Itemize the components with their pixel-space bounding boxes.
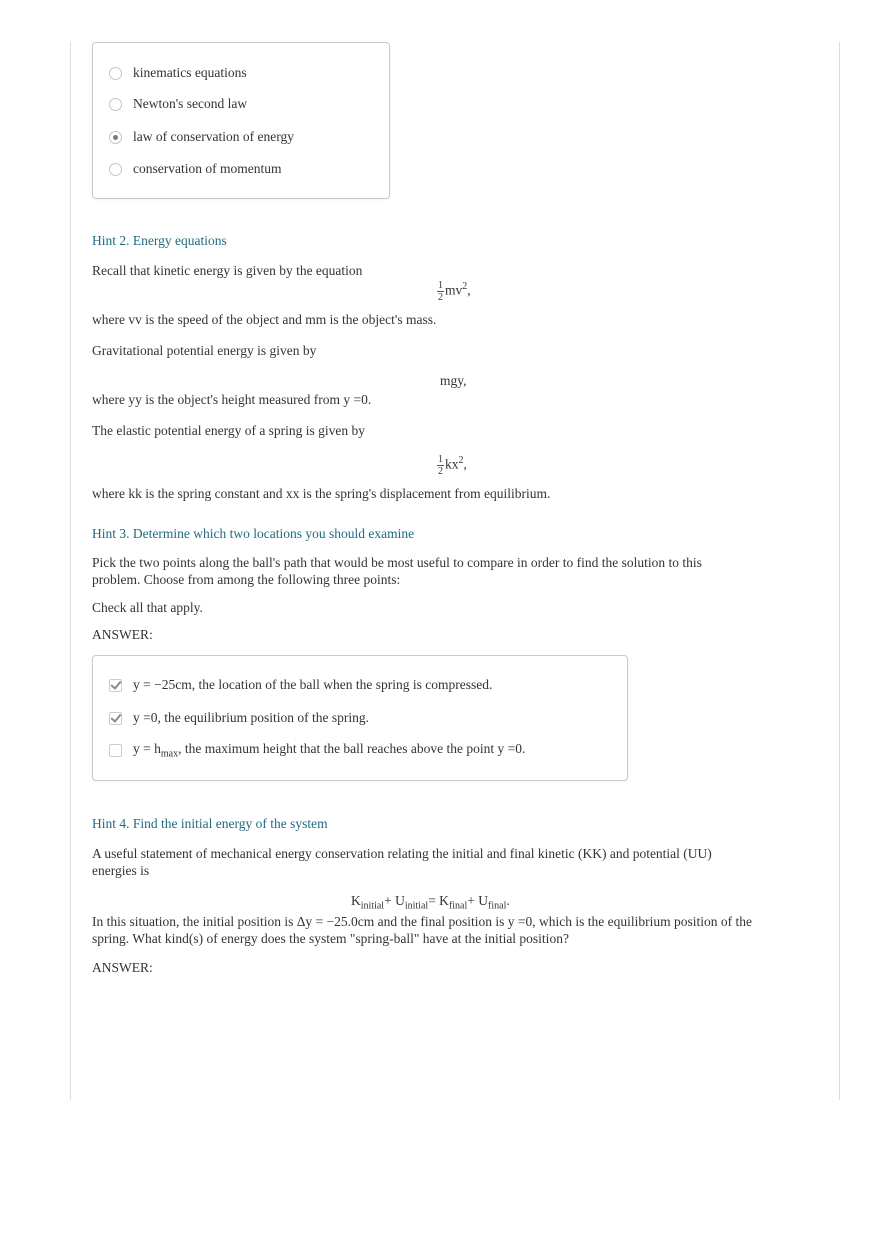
checkbox-checked[interactable] xyxy=(109,679,122,692)
checkbox-option-equilibrium[interactable] xyxy=(109,710,369,726)
checkbox-option-compressed[interactable] xyxy=(109,677,492,693)
radio-button[interactable] xyxy=(109,98,122,111)
radio-option-conservation-energy[interactable] xyxy=(109,129,294,145)
hint2-text-6: where kk is the spring constant and xx is the spring's displacement from equilibrium. xyxy=(92,486,551,501)
hint2-text-5: The elastic potential energy of a spring is given by xyxy=(92,423,366,438)
option-label: conservation of momentum xyxy=(133,161,282,176)
radio-button-selected[interactable] xyxy=(109,131,122,144)
energy-conservation-equation: $K_{initial}+ U_{initial}= K_{final}+ U_{final}$. xyxy=(351,893,510,912)
hint2-text-1: Recall that kinetic energy is given by the equation xyxy=(92,263,363,278)
right-page-rule xyxy=(839,42,840,1100)
hint1-answer-box xyxy=(92,42,390,199)
option-label: y =0, the equilibrium position of the spring. xyxy=(133,710,369,725)
radio-option-conservation-momentum[interactable] xyxy=(109,161,281,177)
hint4-text-1: A useful statement of mechanical energy conservation relating the initial and final kinetic (KK) and potential (UU) energies is xyxy=(92,846,712,878)
hint2-text-3: Gravitational potential energy is given by xyxy=(92,343,317,358)
radio-button[interactable] xyxy=(109,67,122,80)
option-label: kinematics equations xyxy=(133,65,247,80)
gravitational-energy-equation: mgy, xyxy=(440,373,467,388)
hint4-text-2: In this situation, the initial position is Δy = −25.0cm and the final position is y =0, which is the equilibrium position of the spring. What kind(s) of energy does the system "spring-ball" have at the initial position? xyxy=(92,914,752,946)
option-label: Newton's second law xyxy=(133,96,248,111)
option-label: law of conservation of energy xyxy=(133,129,294,144)
hint3-text-2: Check all that apply. xyxy=(92,600,203,615)
hint2-text-2: where vv is the speed of the object and mm is the object's mass. xyxy=(92,312,437,327)
hint4-title[interactable]: Hint 4. Find the initial energy of the system xyxy=(92,816,328,831)
hint3-answer-box xyxy=(92,655,628,781)
hint4-answer-label: ANSWER: xyxy=(92,960,153,975)
option-label: $y = h_{max}$, the maximum height that the ball reaches above the point y =0. xyxy=(133,741,526,760)
hint3-answer-label: ANSWER: xyxy=(92,627,153,642)
kinetic-energy-equation: $\frac{1}{2}$ $mv^2$, xyxy=(438,280,471,303)
spring-energy-equation: $\frac{1}{2}$ $kx^2$, xyxy=(438,454,467,477)
option-label: y = −25cm, the location of the ball when the spring is compressed. xyxy=(133,677,493,692)
checkbox-checked[interactable] xyxy=(109,712,122,725)
hint2-title[interactable]: Hint 2. Energy equations xyxy=(92,233,227,248)
hint2-text-4: where yy is the object's height measured from y =0. xyxy=(92,392,372,407)
radio-option-newtons-second-law[interactable] xyxy=(109,96,247,112)
radio-option-kinematics[interactable] xyxy=(109,65,247,81)
radio-button[interactable] xyxy=(109,163,122,176)
hint3-text-1: Pick the two points along the ball's path that would be most useful to compare in order to find the solution to this problem. Choose from among the following three points: xyxy=(92,555,702,587)
checkbox-option-max-height[interactable] xyxy=(109,741,525,760)
checkbox-unchecked[interactable] xyxy=(109,744,122,757)
hint3-title[interactable]: Hint 3. Determine which two locations you should examine xyxy=(92,526,415,541)
left-page-rule xyxy=(70,42,71,1100)
